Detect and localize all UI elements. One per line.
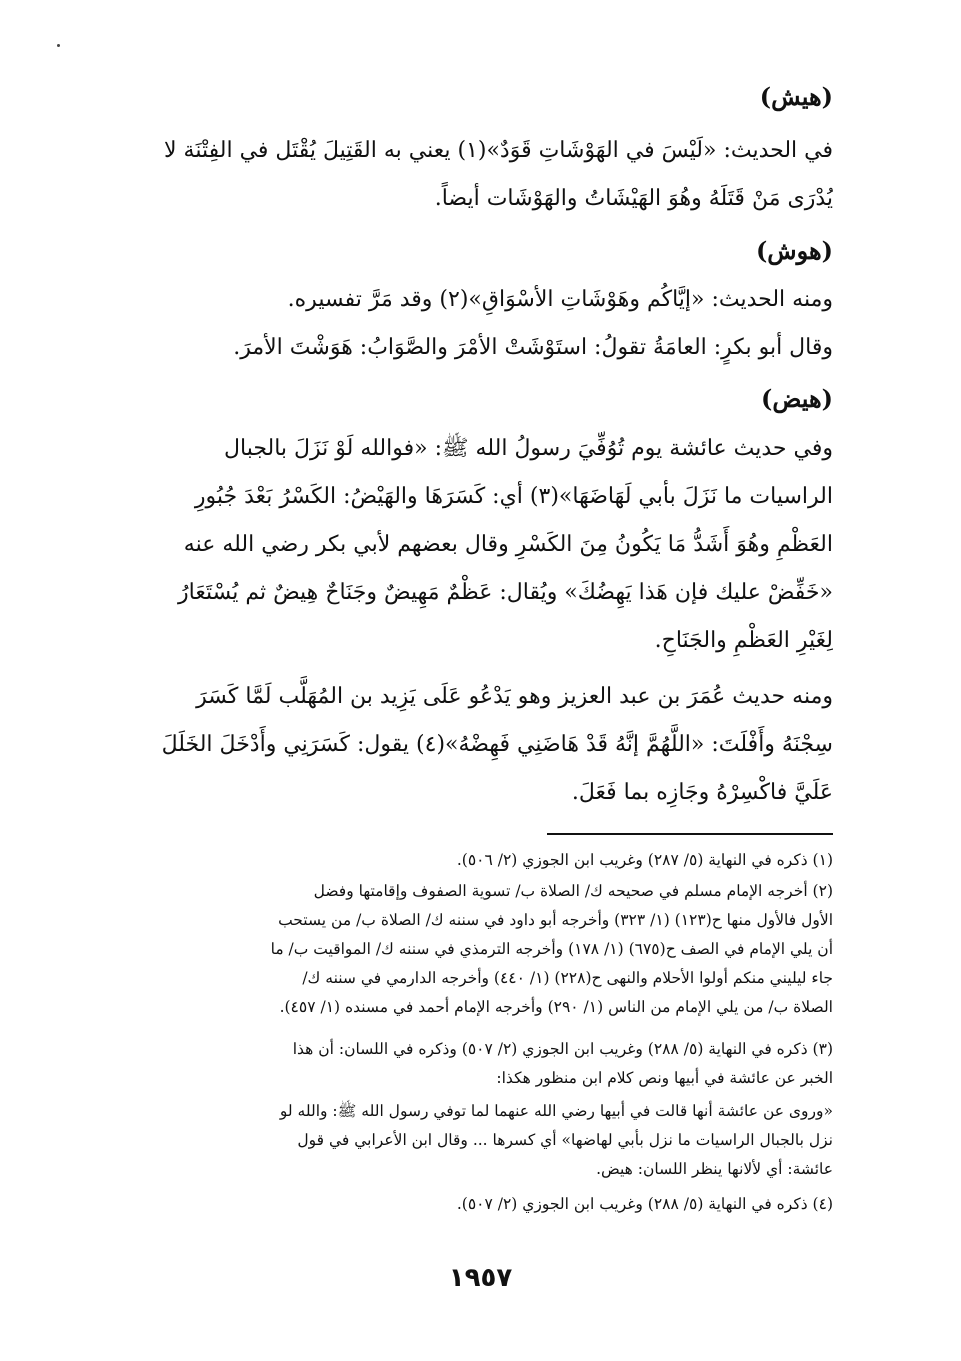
text-line: لِغَيْرِ العَظْمِ والجَنَاحِ. bbox=[654, 628, 833, 653]
footnote-line: عائشة: أي لألانها ينظر اللسان: هيض. bbox=[596, 1160, 833, 1178]
footnote-line: جاء ليليني منكم أولوا الأحلام والنهى ح(٢٢٨) (١/ ٤٤٠) وأخرجه الدارمي في سننه ك/ bbox=[302, 969, 833, 987]
scan-speck bbox=[57, 44, 60, 47]
entry-heading-hawsh: (هوش) bbox=[755, 236, 833, 265]
text-line: الراسيات ما نَزَلَ بأبي لَهَاضَهَا»(٣) أي: كَسَرَهَا والهَيْضُ: الكَسْرُ بَعْدَ جُبُورِ bbox=[194, 484, 833, 509]
footnote-line: «وروى عن عائشة أنها قالت في أبيها رضي الله عنهما لما توفي رسول الله ﷺ: والله لو bbox=[279, 1102, 833, 1120]
page-number: ١٩٥٧ bbox=[448, 1263, 513, 1293]
footnote-line: أن يلي الإمام في الصف ح(٦٧٥) (١/ ١٧٨) وأخرجه الترمذي في سننه ك/ المواقيت ب/ ما bbox=[270, 940, 833, 958]
text-line: يُدْرَى مَنْ قَتَلَهُ وهُوَ الهَيْشَاتُ والهَوْشَات أيضاً. bbox=[434, 186, 833, 211]
footnote-3-quote bbox=[123, 1097, 833, 1184]
footnote-line: (٢) أخرجه الإمام مسلم في صحيحه ك/ الصلاة ب/ تسوية الصفوف وإقامتها وفضل bbox=[313, 882, 833, 900]
footnote-2 bbox=[123, 877, 833, 1022]
footnote-4 bbox=[123, 1190, 833, 1219]
text-line: وقال أبو بكرٍ: العامَةُ تقولُ: استَوْشَتْ الأمْرَ والصَّوَابُ: هَوَشْتَ الأمرَ. bbox=[233, 335, 833, 360]
footnote-separator bbox=[547, 833, 833, 835]
footnote-line: (١) ذكره في النهاية (٥/ ٢٨٧) وغريب ابن الجوزي (٢/ ٥٠٦). bbox=[456, 851, 833, 869]
text-line: «خَفِّضْ عليك فإن هَذا يَهِضُكَ» ويُقال: عَظْمٌ مَهِيضٌ وجَنَاحٌ هِيضٌ ثم يُسْتَعَارُ bbox=[178, 580, 833, 605]
footnote-line: الخبر عن عائشة في أبيها ونص كلام ابن منظور هكذا: bbox=[496, 1069, 833, 1087]
footnote-3 bbox=[123, 1035, 833, 1093]
text-line: ومنه حديث عُمَرَ بن عبد العزيز وهو يَدْعُو عَلَى يَزِيد بن المُهَلَّب لَمَّا كَسَرَ bbox=[196, 684, 833, 709]
footnote-line: الصلاة ب/ من يلي الإمام من الناس (١/ ٢٩٠) وأخرجه الإمام أحمد في مسنده (١/ ٤٥٧). bbox=[279, 998, 833, 1016]
footnote-line: نزل بالجبال الراسيات ما نزل بأبي لهاضها» أي كسرها ... وقال ابن الأعرابي في قول bbox=[297, 1131, 833, 1149]
footnote-line: (٣) ذكره في النهاية (٥/ ٢٨٨) وغريب ابن الجوزي (٢/ ٥٠٧) وذكره في اللسان: أن هذا bbox=[292, 1040, 833, 1058]
text-line: وفي حديث عائشة يوم تُوُفِّيَ رسولُ الله ﷺ: «فوالله لَوْ نَزَلَ بالجبال bbox=[224, 436, 833, 461]
text-line: العَظْمِ وهُوَ أَشَدُّ مَا يَكُونُ مِنَ الكَسْرِ وقال بعضهم لأبي بكر رضي الله عنه bbox=[183, 532, 833, 557]
entry-heading-hayd: (هيض) bbox=[760, 384, 833, 413]
entry-heading-hish: (هيش) bbox=[759, 82, 833, 111]
footnote-line: (٤) ذكره في النهاية (٥/ ٢٨٨) وغريب ابن الجوزي (٢/ ٥٠٧). bbox=[456, 1195, 833, 1213]
entry-paragraph-hayd bbox=[123, 425, 833, 665]
entry-paragraph-hawsh bbox=[123, 276, 833, 372]
entry-paragraph-umar bbox=[123, 673, 833, 817]
text-line: ومنه الحديث: «إيَّاكُم وهَوْشَاتِ الأسْوَاقِ»(٢) وقد مَرَّ تفسيره. bbox=[287, 287, 833, 312]
text-line: عَلَيَّ فاكْسِرْهُ وجَازِه بما فَعَلَ. bbox=[571, 780, 833, 805]
text-line: سِجْنَهُ وأَفْلَتَ: «اللَّهُمَّ إنَّهُ قَدْ هَاضَنِي فَهِضْهُ»(٤) يقول: كَسَرَنِي وأَدْخَلَ الخَلَلَ bbox=[161, 732, 833, 757]
text-line: في الحديث: «لَيْسَ في الهَوْشَاتِ قَوَدٌ»(١) يعني به القَتِيلَ يُقْتَل في الفِتْنَة لا bbox=[164, 138, 833, 163]
footnote-line: الأول فالأول منها ح(١٢٣) (١/ ٣٢٣) وأخرجه أبو داود في سننه ك/ الصلاة ب/ من يستحب bbox=[278, 911, 833, 929]
entry-paragraph-hish bbox=[123, 127, 833, 223]
footnote-1 bbox=[123, 846, 833, 875]
